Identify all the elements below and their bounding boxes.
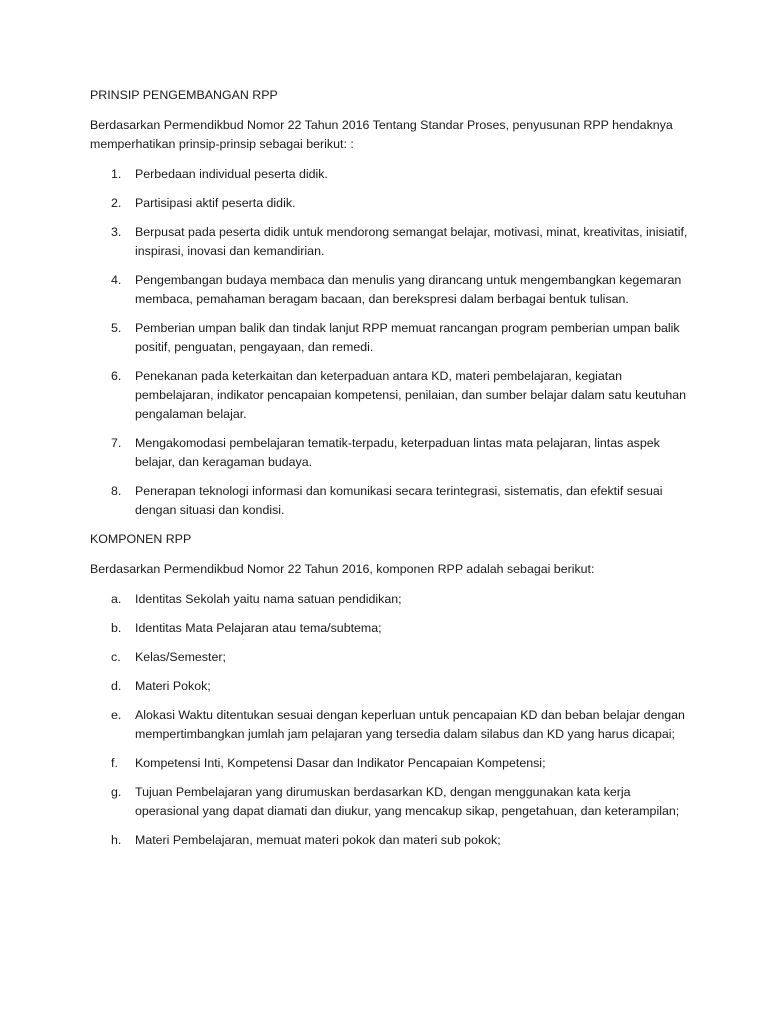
list-marker: g. bbox=[111, 785, 122, 799]
list-item-text: Penerapan teknologi informasi dan komunikasi secara terintegrasi, sistematis, dan efektif sesuai dengan situasi dan kondisi. bbox=[135, 484, 663, 517]
document-page bbox=[90, 86, 690, 860]
list-marker: a. bbox=[111, 592, 122, 606]
list-item-text: Partisipasi aktif peserta didik. bbox=[135, 196, 296, 210]
list-item-text: Kelas/Semester; bbox=[135, 650, 226, 664]
list-item-text: Identitas Mata Pelajaran atau tema/subtema; bbox=[135, 621, 382, 635]
list-item bbox=[90, 648, 690, 667]
list-marker: b. bbox=[111, 621, 122, 635]
list-marker: d. bbox=[111, 679, 122, 693]
list-marker: 2. bbox=[111, 196, 122, 210]
list-item-text: Materi Pembelajaran, memuat materi pokok dan materi sub pokok; bbox=[135, 833, 501, 847]
list-item bbox=[90, 271, 690, 309]
list-item-text: Materi Pokok; bbox=[135, 679, 211, 693]
list-item-text: Kompetensi Inti, Kompetensi Dasar dan Indikator Pencapaian Kompetensi; bbox=[135, 756, 546, 770]
list-item-text: Identitas Sekolah yaitu nama satuan pendidikan; bbox=[135, 592, 402, 606]
list-marker: 6. bbox=[111, 369, 122, 383]
list-marker: f. bbox=[111, 756, 118, 770]
list-item bbox=[90, 194, 690, 213]
komponen-list bbox=[90, 590, 690, 850]
list-item bbox=[90, 677, 690, 696]
section-heading-komponen: KOMPONEN RPP bbox=[90, 532, 192, 546]
list-item bbox=[90, 223, 690, 261]
list-item-text: Penekanan pada keterkaitan dan keterpaduan antara KD, materi pembelajaran, kegiatan pembelajaran, indikator pencapaian kompetensi, penilaian, dan sumber belajar dalam satu keutuhan pengalaman belajar. bbox=[135, 369, 687, 421]
list-marker: 7. bbox=[111, 436, 122, 450]
list-marker: 4. bbox=[111, 273, 122, 287]
section-intro-prinsip: Berdasarkan Permendikbud Nomor 22 Tahun 2016 Tentang Standar Proses, penyusunan RPP hendaknya memperhatikan prinsip-prinsip sebagai berikut: : bbox=[90, 118, 673, 151]
list-marker: e. bbox=[111, 708, 122, 722]
list-item-text: Alokasi Waktu ditentukan sesuai dengan keperluan untuk pencapaian KD dan beban belajar dengan mempertimbangkan jumlah jam pelajaran yang tersedia dalam silabus dan KD yang harus dicapai; bbox=[135, 708, 685, 741]
list-item bbox=[90, 482, 690, 520]
list-marker: 3. bbox=[111, 225, 122, 239]
list-item bbox=[90, 831, 690, 850]
section-heading-prinsip: PRINSIP PENGEMBANGAN RPP bbox=[90, 88, 278, 102]
list-item-text: Pemberian umpan balik dan tindak lanjut RPP memuat rancangan program pemberian umpan balik positif, penguatan, pengayaan, dan remedi. bbox=[135, 321, 680, 354]
list-item-text: Pengembangan budaya membaca dan menulis yang dirancang untuk mengembangkan kegemaran membaca, pemahaman beragam bacaan, dan berekspresi dalam berbagai bentuk tulisan. bbox=[135, 273, 682, 306]
list-item bbox=[90, 754, 690, 773]
section-intro-komponen: Berdasarkan Permendikbud Nomor 22 Tahun 2016, komponen RPP adalah sebagai berikut: bbox=[90, 562, 595, 576]
list-item bbox=[90, 367, 690, 424]
list-item bbox=[90, 319, 690, 357]
list-item-text: Tujuan Pembelajaran yang dirumuskan berdasarkan KD, dengan menggunakan kata kerja operasional yang dapat diamati dan diukur, yang mencakup sikap, pengetahuan, dan keterampilan; bbox=[135, 785, 680, 818]
list-item bbox=[90, 706, 690, 744]
list-item bbox=[90, 165, 690, 184]
list-marker: 5. bbox=[111, 321, 122, 335]
list-item bbox=[90, 590, 690, 609]
list-item-text: Berpusat pada peserta didik untuk mendorong semangat belajar, motivasi, minat, kreativitas, inisiatif, inspirasi, inovasi dan kemandirian. bbox=[135, 225, 688, 258]
list-item bbox=[90, 619, 690, 638]
list-marker: h. bbox=[111, 833, 122, 847]
list-item-text: Mengakomodasi pembelajaran tematik-terpadu, keterpaduan lintas mata pelajaran, lintas aspek belajar, dan keragaman budaya. bbox=[135, 436, 660, 469]
list-marker: c. bbox=[111, 650, 121, 664]
list-marker: 8. bbox=[111, 484, 122, 498]
prinsip-list bbox=[90, 165, 690, 520]
list-item bbox=[90, 434, 690, 472]
list-marker: 1. bbox=[111, 167, 122, 181]
list-item bbox=[90, 783, 690, 821]
list-item-text: Perbedaan individual peserta didik. bbox=[135, 167, 328, 181]
